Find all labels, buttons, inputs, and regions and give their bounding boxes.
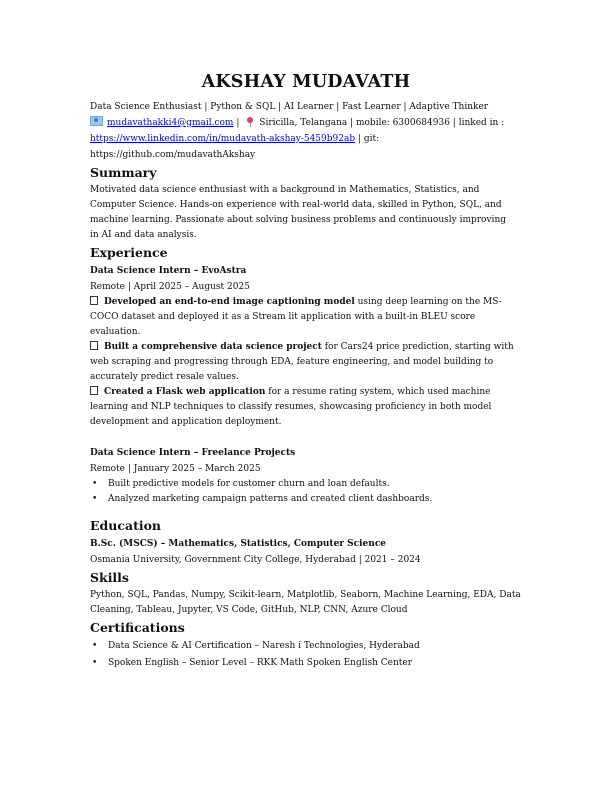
achievement-text: web scraping and progressing through EDA, feature engineering, and model building to — [90, 357, 494, 367]
list-item: • Built predictive models for customer churn and loan defaults. — [90, 477, 522, 492]
tagline: Data Science Enthusiast | Python & SQL | AI Learner | Fast Learner | Adaptive Thinker — [90, 102, 489, 112]
achievement-first-line — [90, 385, 522, 400]
separator: | — [236, 118, 240, 128]
achievement-bold: Created a Flask web application — [104, 387, 266, 397]
certifications-list — [90, 638, 522, 672]
summary-line: machine learning. Passionate about solving business problems and continuously improving — [90, 215, 506, 225]
achievement-item — [90, 385, 522, 430]
linkedin-line — [90, 131, 522, 147]
summary-text — [90, 183, 522, 243]
list-item: • Data Science & AI Certification – Naresh i Technologies, Hyderabad — [90, 638, 522, 655]
achievement-text: learning and NLP techniques to classify resumes, showcasing proficiency in both model — [90, 402, 492, 412]
contact-line — [90, 115, 522, 131]
section-heading-education: Education — [90, 518, 162, 533]
achievement-text: COCO dataset and deployed it as a Stream lit application with a built-in BLEU score — [90, 312, 476, 322]
job-title: Data Science Intern – Freelance Projects — [90, 448, 296, 458]
achievement-text: for Cars24 price prediction, starting with — [321, 342, 514, 352]
achievement-text: evaluation. — [90, 327, 141, 337]
skills-line: Python, SQL, Pandas, Numpy, Scikit-learn, Matplotlib, Seaborn, Machine Learning, EDA, Data — [90, 590, 521, 600]
location-mobile-linkedin: Siricilla, Telangana | mobile: 6300684936 | linked in : — [259, 118, 505, 128]
achievement-first-line — [90, 340, 522, 355]
linkedin-link[interactable]: https://www.linkedin.com/in/mudavath-akshay-5459b92ab — [90, 134, 356, 144]
candidate-name: AKSHAY MUDAVATH — [201, 72, 411, 92]
git-label: | git: — [357, 134, 380, 144]
resume-page — [90, 70, 522, 672]
spacer — [90, 430, 522, 445]
job-meta: Remote | January 2025 – March 2025 — [90, 464, 261, 474]
achievement-bold: Developed an end-to-end image captioning model — [104, 297, 355, 307]
achievement-item — [90, 295, 522, 340]
achievement-text: development and application deployment. — [90, 417, 282, 427]
school: Osmania University, Government City College, Hyderabad | 2021 – 2024 — [90, 555, 421, 565]
spacer — [90, 507, 522, 516]
job-evoastra — [90, 263, 522, 430]
email-link[interactable]: mudavathakki4@gmail.com — [107, 118, 234, 128]
summary-line: Computer Science. Hands-on experience with real-world data, skilled in Python, SQL, and — [90, 200, 502, 210]
achievement-item — [90, 340, 522, 385]
email-icon — [90, 116, 103, 126]
job-bullets — [90, 477, 522, 507]
job-meta: Remote | April 2025 – August 2025 — [90, 282, 250, 292]
summary-line: Motivated data science enthusiast with a background in Mathematics, Statistics, and — [90, 185, 480, 195]
section-heading-experience: Experience — [90, 245, 168, 260]
achievement-text: accurately predict resale values. — [90, 372, 239, 382]
section-heading-certifications: Certifications — [90, 620, 185, 635]
section-heading-summary: Summary — [90, 165, 157, 180]
achievement-text: using deep learning on the MS- — [354, 297, 502, 307]
achievement-text: for a resume rating system, which used machine — [265, 387, 491, 397]
achievement-first-line — [90, 295, 522, 310]
achievement-bold: Built a comprehensive data science project — [104, 342, 322, 352]
github-url: https://github.com/mudavathAkshay — [90, 150, 256, 160]
checkbox-glyph-icon — [90, 341, 98, 350]
skills-line: Cleaning, Tableau, Jupyter, VS Code, GitHub, NLP, CNN, Azure Cloud — [90, 605, 408, 615]
job-freelance — [90, 445, 522, 507]
list-item: • Analyzed marketing campaign patterns and created client dashboards. — [90, 492, 522, 507]
list-item: • Spoken English – Senior Level – RKK Math Spoken English Center — [90, 655, 522, 672]
job-title: Data Science Intern – EvoAstra — [90, 266, 247, 276]
section-heading-skills: Skills — [90, 570, 129, 585]
degree: B.Sc. (MSCS) – Mathematics, Statistics, Computer Science — [90, 539, 387, 549]
summary-line: in AI and data analysis. — [90, 230, 197, 240]
location-pin-icon — [247, 117, 253, 123]
checkbox-glyph-icon — [90, 386, 98, 395]
checkbox-glyph-icon — [90, 296, 98, 305]
